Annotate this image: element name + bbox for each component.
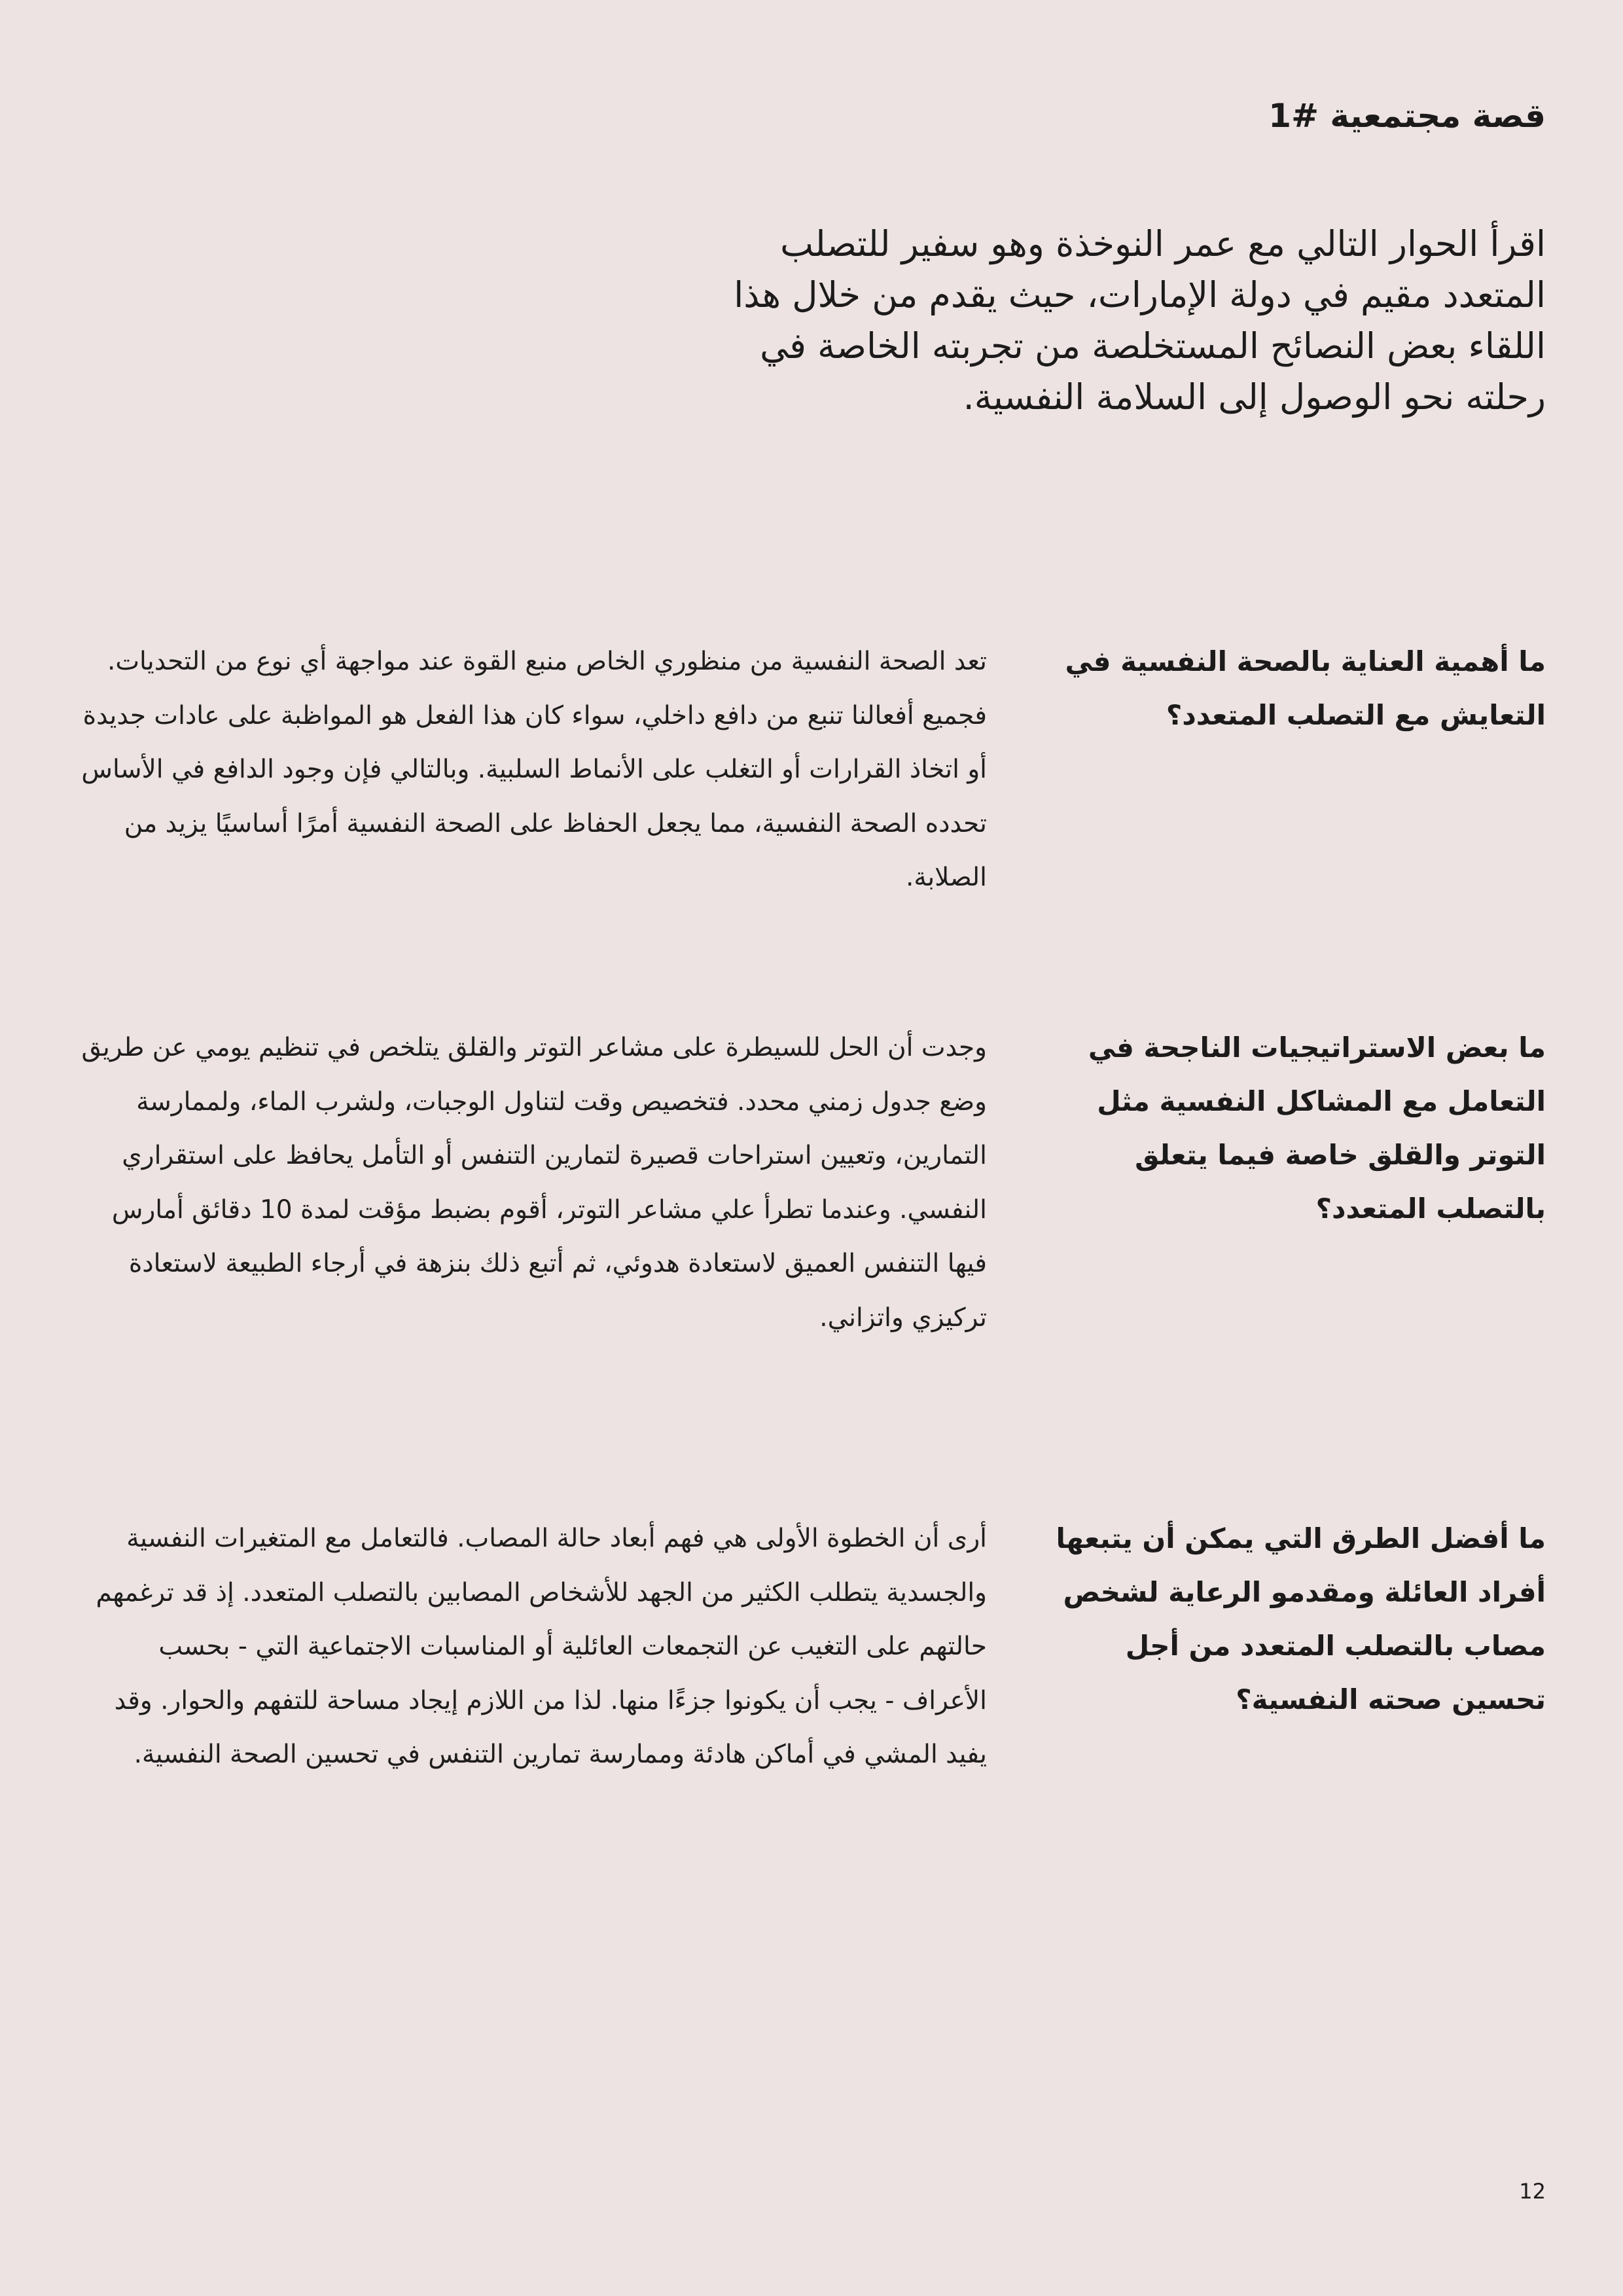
intro-paragraph: اقرأ الحوار التالي مع عمر النوخذة وهو سفير للتصلب المتعدد مقيم في دولة الإمارات، حيث يقدم من خلال هذا اللقاء بعض النصائح المستخلصة من تجربته الخاصة في رحلته نحو الوصول إلى السلامة النفسية. bbox=[734, 223, 1546, 418]
qa-section-2 bbox=[0, 1021, 1623, 1348]
question-3: ما أفضل الطرق التي يمكن أن يتبعها أفراد العائلة ومقدمو الرعاية لشخص مصاب بالتصلب المتعدد من أجل تحسين صحته النفسية؟ bbox=[1056, 1522, 1546, 1715]
question-2: ما بعض الاستراتيجيات الناجحة في التعامل مع المشاكل النفسية مثل التوتر والقلق خاصة فيما يتعلق بالتصلب المتعدد؟ bbox=[1088, 1031, 1546, 1225]
answer-1: تعد الصحة النفسية من منظوري الخاص منبع القوة عند مواجهة أي نوع من التحديات. فجميع أفعالنا تنبع من دافع داخلي، سواء كان هذا الفعل هو المواظبة على عادات جديدة أو اتخاذ القرارات أو التغلب على الأنماط السلبية. وبالتالي فإن وجود الدافع في الأساس تحدده الصحة النفسية، مما يجعل الحفاظ على الصحة النفسية أمرًا أساسيًا يزيد من الصلابة. bbox=[81, 647, 987, 892]
page-label: قصة مجتمعية #1 bbox=[1268, 97, 1546, 135]
question-1: ما أهمية العناية بالصحة النفسية في التعايش مع التصلب المتعدد؟ bbox=[1065, 645, 1546, 731]
answer-2: وجدت أن الحل للسيطرة على مشاعر التوتر والقلق يتلخص في تنظيم يومي عن طريق وضع جدول زمني محدد. فتخصيص وقت لتناول الوجبات، ولشرب الماء، ولممارسة التمارين، وتعيين استراحات قصيرة لتمارين التنفس أو التأمل يحافظ على استقراري النفسي. وعندما تطرأ علي مشاعر التوتر، أقوم بضبط مؤقت لمدة 10 دقائق أمارس فيها التنفس العميق لاستعادة هدوئي، ثم أتبع ذلك بنزهة في أرجاء الطبيعة لاستعادة تركيزي واتزاني. bbox=[81, 1033, 987, 1333]
answer-3: أرى أن الخطوة الأولى هي فهم أبعاد حالة المصاب. فالتعامل مع المتغيرات النفسية والجسدية يتطلب الكثير من الجهد للأشخاص المصابين بالتصلب المتعدد. إذ قد ترغمهم حالتهم على التغيب عن التجمعات العائلية أو المناسبات الاجتماعية التي - بحسب الأعراف - يجب أن يكونوا جزءًا منها. لذا من اللازم إيجاد مساحة للتفهم والحوار. وقد يفيد المشي في أماكن هادئة وممارسة تمارين التنفس في تحسين الصحة النفسية. bbox=[96, 1524, 987, 1769]
qa-section-1 bbox=[0, 635, 1623, 962]
page-number: 12 bbox=[1519, 2179, 1546, 2204]
qa-section-3 bbox=[0, 1512, 1623, 1839]
